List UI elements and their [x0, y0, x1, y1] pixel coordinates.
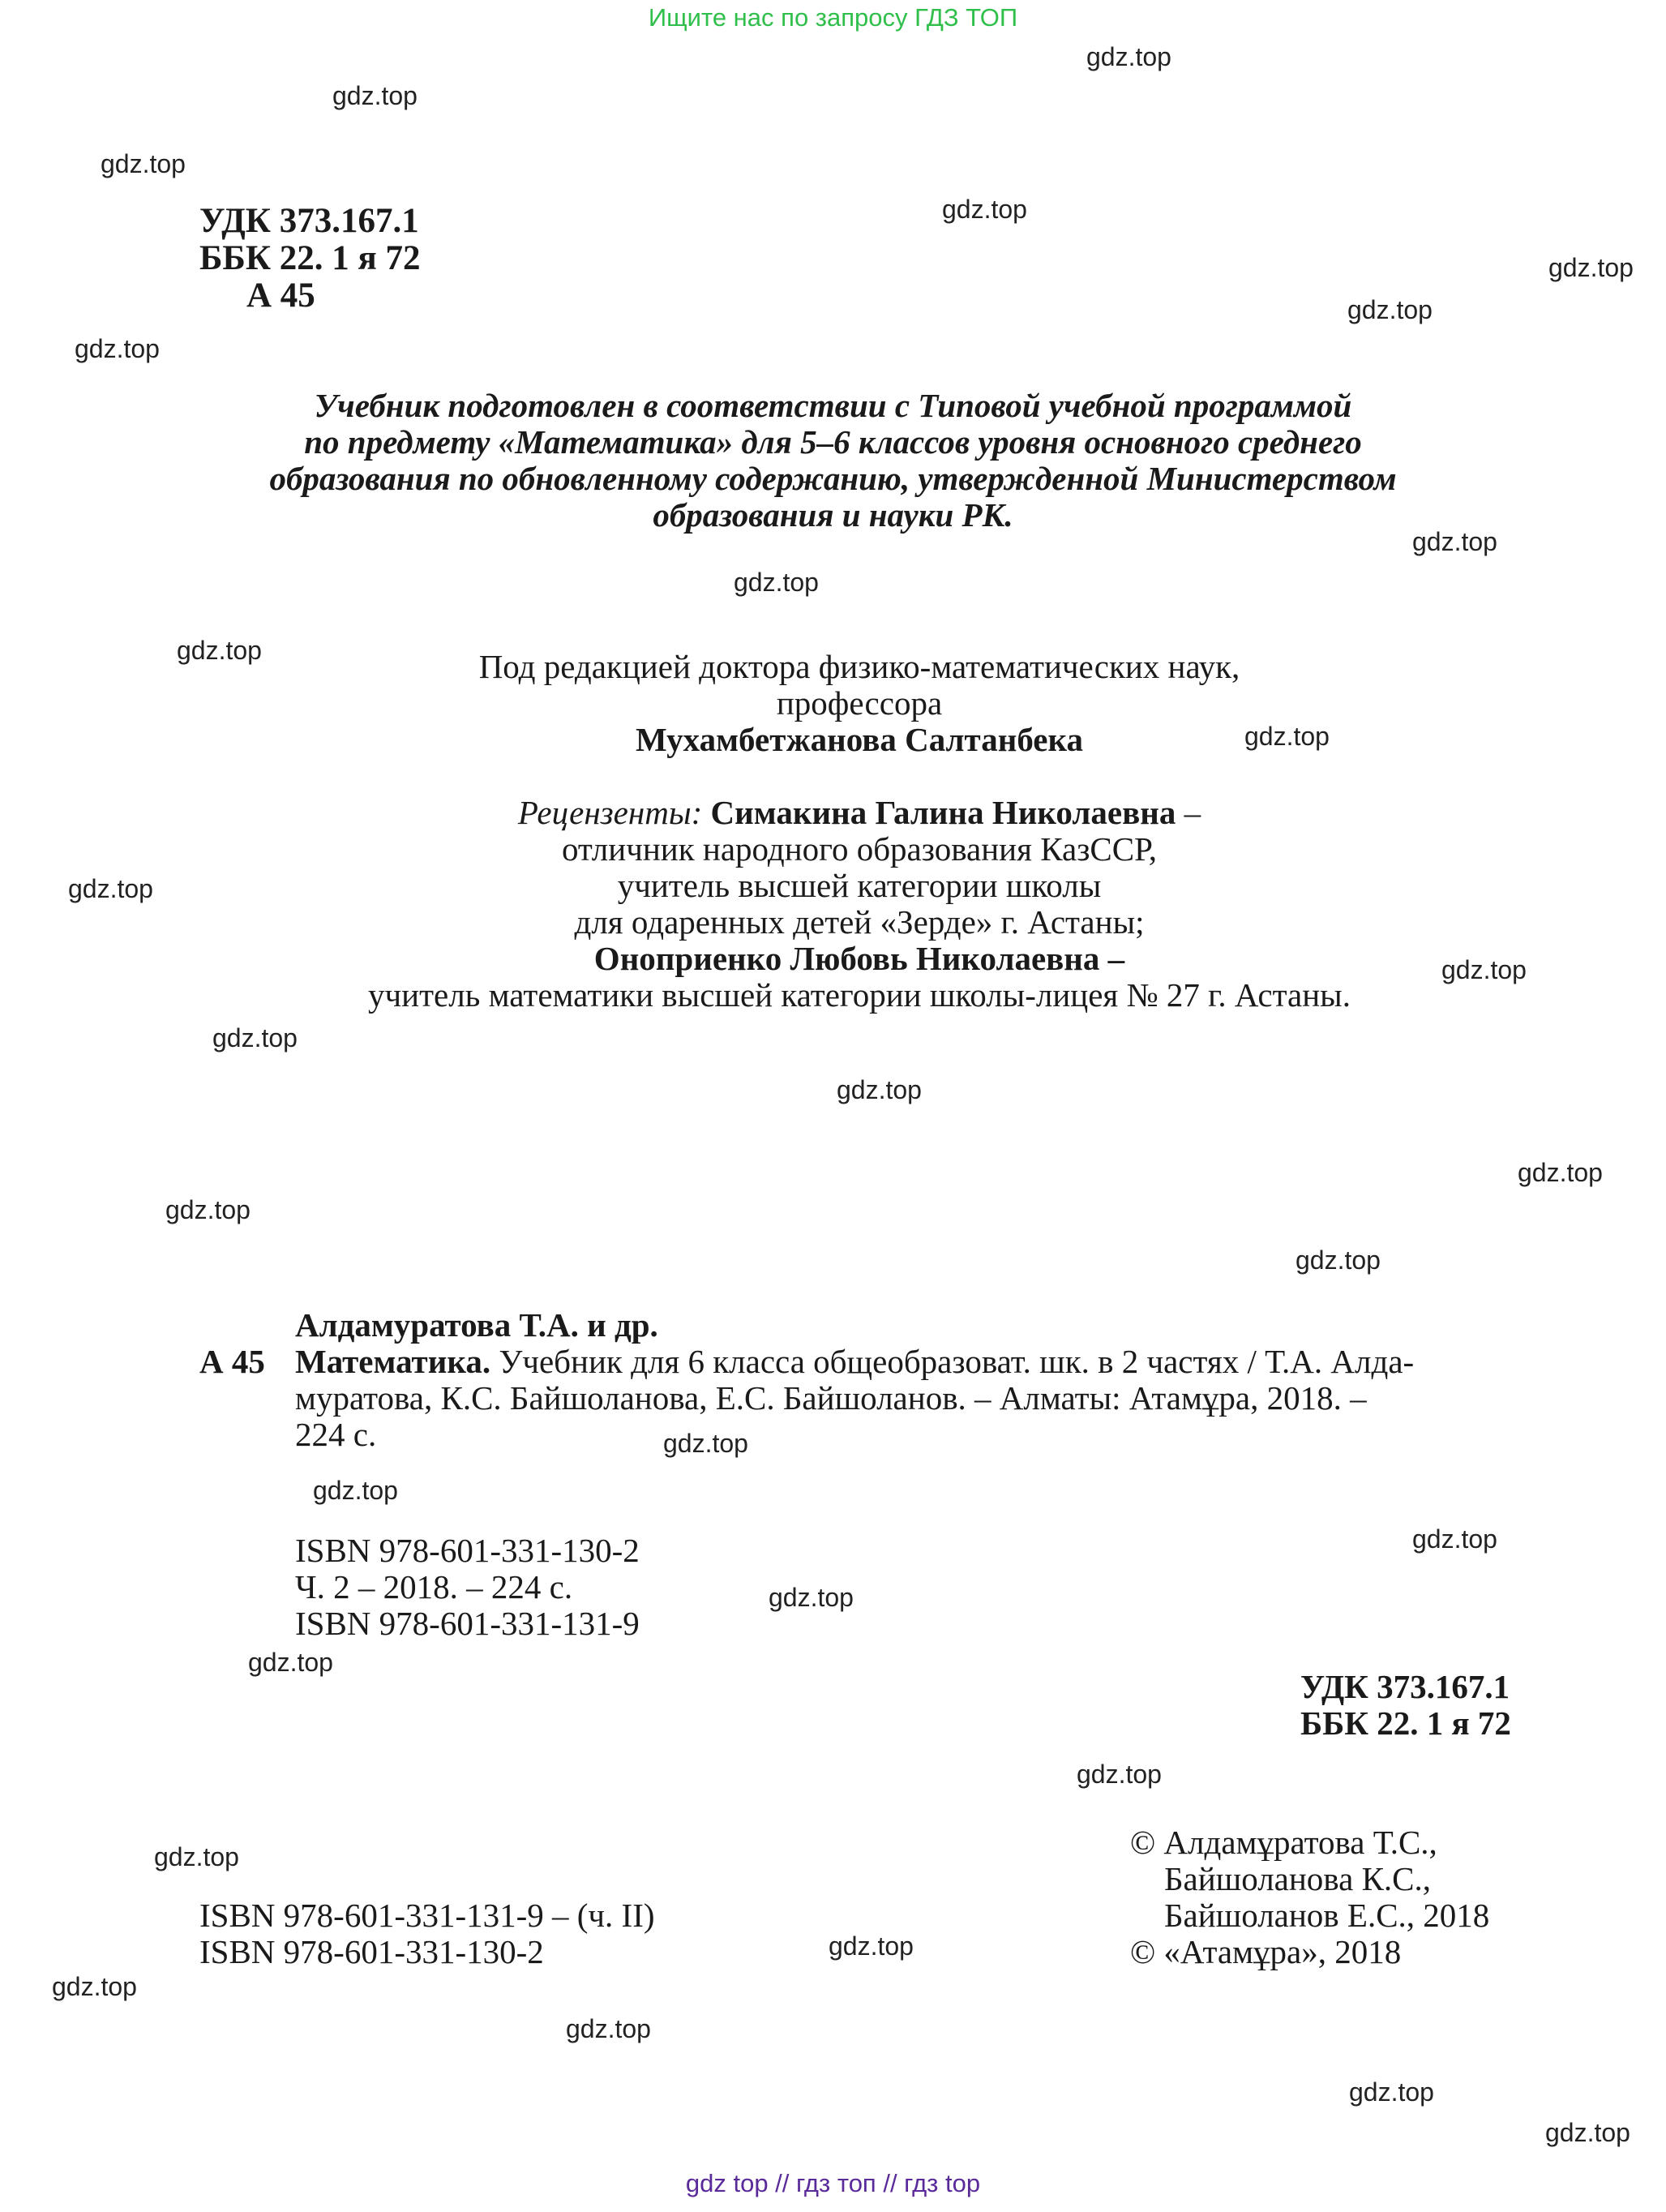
watermark: gdz.top: [734, 568, 819, 597]
editor-name: Мухамбетжанова Салтанбека: [636, 721, 1083, 758]
watermark: gdz.top: [769, 1583, 854, 1612]
catalog-desc-line: [295, 1344, 1414, 1380]
author-mark: А 45: [246, 276, 315, 315]
intro-line: по предмету «Математика» для 5–6 классов уровня основного среднего: [304, 423, 1362, 461]
watermark: gdz.top: [1086, 42, 1171, 71]
bottom-banner: gdz top // гдз топ // гдз top: [685, 2169, 981, 2197]
watermark: gdz.top: [1412, 1524, 1497, 1554]
reviewer-second-name: Оноприенко Любовь Николаевна –: [593, 940, 1125, 977]
copyright-line: Байшоланов Е.С., 2018: [1164, 1897, 1490, 1934]
editor-line: профессора: [776, 684, 943, 722]
watermark: gdz.top: [332, 81, 418, 110]
watermark: gdz.top: [942, 195, 1027, 224]
reviewer-first-name: Симакина Галина Николаевна: [710, 794, 1176, 831]
catalog-title: Математика.: [295, 1343, 491, 1380]
reviewers-label: Рецензенты:: [517, 794, 703, 831]
reviewer-dash: –: [1176, 794, 1201, 831]
watermark: gdz.top: [1441, 955, 1527, 984]
reviewer-line: для одаренных детей «Зерде» г. Астаны;: [574, 903, 1145, 941]
watermark: gdz.top: [177, 636, 262, 665]
watermark: gdz.top: [165, 1195, 251, 1224]
bbk-code: ББК 22. 1 я 72: [199, 239, 421, 277]
watermark: gdz.top: [52, 1972, 137, 2001]
catalog-part: Ч. 2 – 2018. – 224 с.: [295, 1568, 573, 1605]
watermark: gdz.top: [1349, 2077, 1434, 2107]
copyright-line: Байшоланова К.С.,: [1164, 1860, 1432, 1897]
catalog-code: А 45: [199, 1343, 265, 1380]
intro-line: образования по обновленному содержанию, утвержденной Министерством: [269, 460, 1397, 497]
watermark: gdz.top: [1296, 1245, 1381, 1275]
watermark: gdz.top: [1412, 527, 1497, 556]
reviewer-second-line: учитель математики высшей категории школы-лицея № 27 г. Астаны.: [368, 976, 1351, 1014]
watermark: gdz.top: [1244, 722, 1330, 751]
watermark: gdz.top: [837, 1075, 922, 1104]
catalog-isbn: ISBN 978-601-331-130-2: [295, 1532, 640, 1569]
watermark: gdz.top: [1548, 253, 1634, 282]
udk-code: УДК 373.167.1: [199, 202, 419, 240]
catalog-desc-line: 224 с.: [295, 1416, 377, 1453]
watermark: gdz.top: [212, 1023, 298, 1052]
catalog-authors: Алдамуратова Т.А. и др.: [295, 1306, 658, 1344]
catalog-bbk: ББК 22. 1 я 72: [1300, 1704, 1511, 1742]
watermark: gdz.top: [1347, 295, 1433, 324]
copyright-line: © «Атамұра», 2018: [1130, 1933, 1402, 1970]
watermark: gdz.top: [663, 1429, 748, 1458]
copyright-line: © Алдамұратова Т.С.,: [1130, 1824, 1437, 1861]
watermark: gdz.top: [248, 1648, 333, 1677]
watermark: gdz.top: [75, 334, 160, 363]
reviewer-line: учитель высшей категории школы: [617, 867, 1102, 904]
editor-line: Под редакцией доктора физико-математических наук,: [478, 648, 1240, 685]
watermark: gdz.top: [101, 149, 186, 178]
footer-isbn: ISBN 978-601-331-131-9 – (ч. II): [199, 1897, 655, 1934]
watermark: gdz.top: [1545, 2118, 1630, 2147]
top-banner: Ищите нас по запросу ГДЗ ТОП: [648, 3, 1018, 32]
catalog-udk: УДК 373.167.1: [1300, 1668, 1510, 1705]
watermark: gdz.top: [68, 874, 153, 903]
catalog-desc: Учебник для 6 класса общеобразоват. шк. в 2 частях / Т.А. Алда-: [490, 1343, 1415, 1380]
reviewers-heading: [0, 795, 1666, 831]
watermark: gdz.top: [1518, 1158, 1603, 1187]
watermark: gdz.top: [1077, 1760, 1162, 1789]
catalog-isbn: ISBN 978-601-331-131-9: [295, 1605, 640, 1642]
watermark: gdz.top: [154, 1842, 239, 1871]
intro-line: образования и науки РК.: [653, 496, 1013, 534]
watermark: gdz.top: [313, 1476, 398, 1505]
intro-line: Учебник подготовлен в соответствии с Типовой учебной программой: [314, 387, 1352, 424]
watermark: gdz.top: [566, 2014, 651, 2043]
footer-isbn: ISBN 978-601-331-130-2: [199, 1933, 544, 1970]
watermark: gdz.top: [829, 1931, 914, 1961]
catalog-desc-line: муратова, К.С. Байшоланова, Е.С. Байшоланов. – Алматы: Атамұра, 2018. –: [295, 1379, 1367, 1417]
reviewer-line: отличник народного образования КазССР,: [561, 830, 1158, 868]
